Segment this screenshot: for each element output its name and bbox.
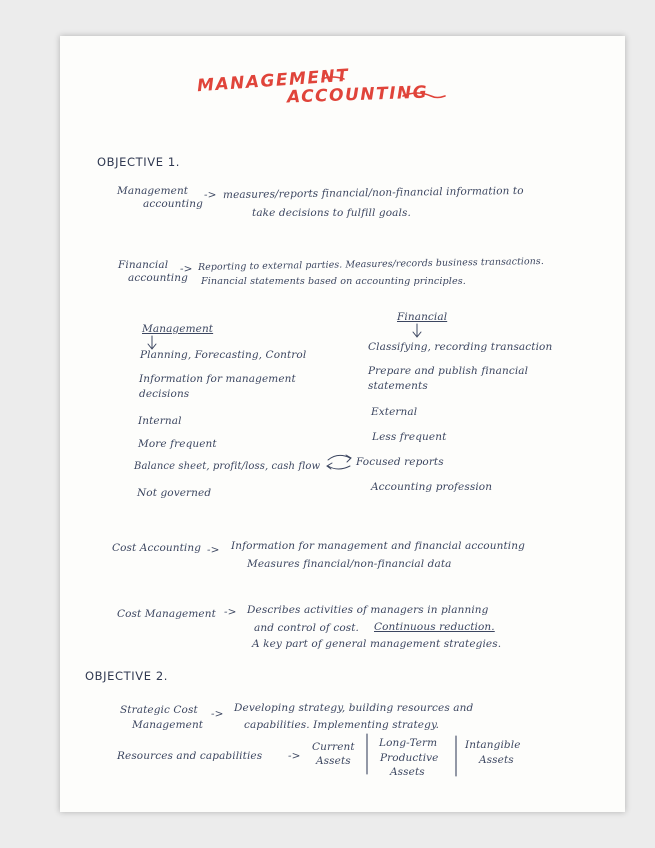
intangible-line-2: Assets <box>479 754 514 766</box>
cost-accounting-term: Cost Accounting <box>112 542 202 554</box>
long-term-line-3: Assets <box>390 766 425 778</box>
fin-column-header: Financial <box>397 311 448 323</box>
cost-management-def-3: A key part of general management strategies. <box>252 638 502 650</box>
fin-item-2b: statements <box>368 380 428 392</box>
strategic-term-line-1: Strategic Cost <box>120 704 198 716</box>
long-term-line-2: Productive <box>380 752 439 764</box>
mgmt-item-2b: decisions <box>139 388 190 400</box>
cost-management-def-2b: Continuous reduction. <box>374 621 495 633</box>
fin-def-line-1: Reporting to external parties. Measures/records business transactions. <box>197 255 544 274</box>
mgmt-term-line-1: Management <box>117 185 189 197</box>
fin-item-6: Accounting profession <box>371 481 493 493</box>
fin-item-2: Prepare and publish financial <box>368 365 529 377</box>
mgmt-item-4: More frequent <box>138 438 217 450</box>
fin-item-1: Classifying, recording transaction <box>368 341 553 353</box>
current-assets-line-2: Assets <box>316 755 351 767</box>
strategic-term-line-2: Management <box>132 719 204 731</box>
mgmt-def-line-2: take decisions to fulfill goals. <box>252 207 411 219</box>
objective-2-heading: OBJECTIVE 2. <box>85 669 169 683</box>
mgmt-arrow: -> <box>204 189 217 201</box>
objective-1-heading: OBJECTIVE 1. <box>97 155 181 169</box>
cost-management-def-1: Describes activities of managers in planning <box>247 604 489 616</box>
mgmt-item-5: Balance sheet, profit/loss, cash flow <box>134 461 321 472</box>
fin-arrow: -> <box>180 263 193 275</box>
cost-accounting-def-2: Measures financial/non-financial data <box>247 558 452 570</box>
fin-item-5: Focused reports <box>356 456 444 468</box>
fin-item-4: Less frequent <box>372 431 447 443</box>
cost-management-term: Cost Management <box>117 608 216 620</box>
title-line-2: ACCOUNTING <box>286 82 429 108</box>
two-way-arrow <box>327 455 351 469</box>
mgmt-item-2: Information for management <box>139 373 296 385</box>
mgmt-term-line-2: accounting <box>143 198 203 210</box>
notebook-page <box>60 36 625 812</box>
cost-management-arrow: -> <box>224 606 237 618</box>
cost-management-def-2a: and control of cost. <box>254 622 359 634</box>
resources-arrow: -> <box>288 750 301 762</box>
title-line-1: MANAGEMENT <box>196 65 350 97</box>
fin-item-3: External <box>371 406 418 418</box>
strategic-arrow: -> <box>211 708 224 720</box>
intangible-line-1: Intangible <box>465 739 521 751</box>
resources-term: Resources and capabilities <box>117 750 263 762</box>
cost-accounting-arrow: -> <box>207 544 220 556</box>
strategic-def-1: Developing strategy, building resources and <box>234 702 474 714</box>
mgmt-column-header: Management <box>142 323 214 335</box>
mgmt-item-6: Not governed <box>137 487 212 499</box>
current-assets-line-1: Current <box>312 741 355 753</box>
strategic-def-2: capabilities. Implementing strategy. <box>244 719 440 731</box>
cost-accounting-def-1: Information for management and financial accounting <box>231 540 525 552</box>
fin-term-line-2: accounting <box>128 272 188 284</box>
mgmt-item-3: Internal <box>138 415 182 427</box>
fin-def-line-2: Financial statements based on accounting principles. <box>201 276 466 287</box>
fin-term-line-1: Financial <box>118 259 169 271</box>
mgmt-item-1: Planning, Forecasting, Control <box>140 349 307 361</box>
mgmt-def-line-1: measures/reports financial/non-financial information to <box>222 184 524 202</box>
long-term-line-1: Long-Term <box>379 737 438 749</box>
